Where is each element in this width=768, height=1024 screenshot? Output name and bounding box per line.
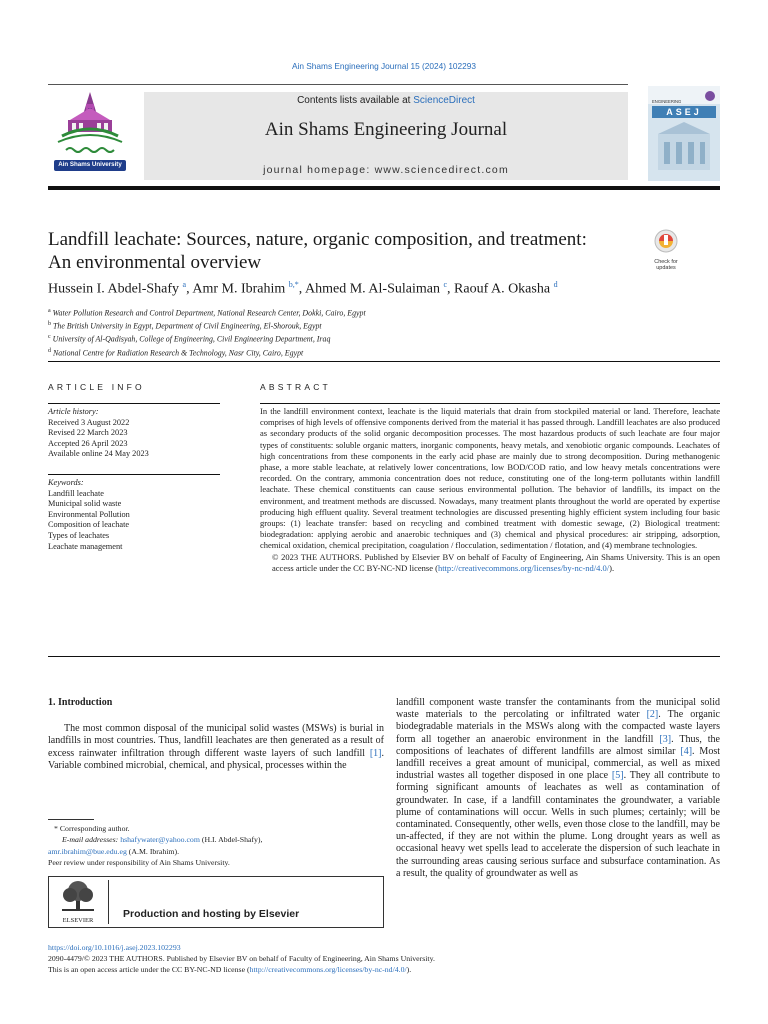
body-column-right: [396, 697, 720, 880]
citation-ref[interactable]: [5]: [611, 770, 624, 782]
contents-availability: [144, 95, 628, 106]
email-owner: (A.M. Ibrahim).: [126, 846, 180, 856]
keyword-item: Landfill leachate: [48, 488, 104, 498]
author-affil-mark[interactable]: c: [443, 280, 448, 289]
body-column-left: [48, 697, 384, 772]
author-name[interactable]: Amr M. Ibrahim: [192, 281, 286, 297]
affiliation-text: Water Pollution Research and Control Department, National Research Center, Dokki, Cairo, Egypt: [52, 308, 366, 318]
author-name[interactable]: Ahmed M. Al-Sulaiman: [305, 281, 440, 297]
license-end: ).: [406, 965, 412, 974]
abstract-rule: [260, 403, 720, 404]
email-line: [48, 846, 384, 857]
article-title: [48, 228, 638, 274]
history-label: Article history:: [48, 407, 99, 416]
license-link[interactable]: http://creativecommons.org/licenses/by-nc-nd/4.0/: [249, 965, 407, 974]
affiliation-text: National Centre for Radiation Research & Technology, Nasr City, Cairo, Egypt: [52, 348, 304, 358]
affiliation-mark: d: [48, 347, 51, 354]
author-affil-mark[interactable]: b,*: [288, 280, 299, 289]
production-label: Production and hosting by Elsevier: [123, 908, 300, 920]
header-rule: [48, 186, 720, 190]
body-text: . Thus, the compositions of leachates of different landfills are almost similar: [396, 733, 720, 757]
abstract-heading: ABSTRACT: [260, 382, 331, 392]
article-info-rule: [48, 403, 220, 404]
production-divider: [108, 880, 109, 924]
footnotes: [48, 823, 384, 869]
body-text: The most common disposal of the municipal solid wastes (MSWs) is burial in landfills in most countries. Thus, landfill leachates are then generated as a result of excess rainwater infiltration through different waste layers of such landfill: [48, 723, 384, 759]
keyword-item: Types of leachates: [48, 530, 110, 540]
copyright-end: ).: [609, 562, 615, 573]
history-item: Accepted 26 April 2023: [48, 438, 128, 448]
check-badge-label: Check for updates: [654, 259, 678, 271]
corresponding-author-note: * Corresponding author.: [54, 824, 130, 833]
cover-label-main: ASEJ: [666, 107, 702, 117]
logo-caption: Ain Shams University: [58, 161, 122, 168]
license-prefix: This is an open access article under the CC BY-NC-ND license (: [48, 965, 250, 974]
affiliations: [48, 306, 366, 359]
elsevier-tree-logo: [54, 879, 102, 924]
keywords-label: Keywords:: [48, 478, 84, 487]
history-item: Available online 24 May 2023: [48, 449, 149, 459]
journal-homepage[interactable]: journal homepage: www.sciencedirect.com: [263, 164, 509, 176]
check-for-updates-badge[interactable]: [648, 229, 684, 269]
peer-review-note: Peer review under responsibility of Ain Shams University.: [48, 858, 230, 868]
affiliation-mark: a: [48, 308, 51, 314]
abstract-body: [260, 406, 720, 574]
copyright-text: © 2023 THE AUTHORS. Published by Elsevier BV on behalf of Faculty of Engineering, Ain Shams University. This is an open access article under the CC BY-NC-ND license (: [272, 551, 720, 573]
title-line-2: An environmental overview: [48, 252, 262, 273]
body-text: . Variable combined microbial, chemical, and physical, processes within the: [48, 747, 384, 771]
citation-ref[interactable]: [3]: [659, 733, 672, 745]
affiliation-item: [48, 332, 366, 345]
body-text: . Most landfill receives a great amount of municipal, commercial, as well as mixed industrial wastes all together disposed in one place: [396, 745, 720, 782]
affiliation-item: [48, 319, 366, 332]
keyword-item: Environmental Pollution: [48, 509, 130, 519]
journal-name: Ain Shams Engineering Journal: [264, 119, 508, 140]
section-rule: [48, 656, 720, 657]
body-text: . The organic biodegradable materials in the MSWs along with the compacted waste layers form all together an anaerobic environment in the landfill: [396, 709, 720, 745]
email-line: [48, 834, 384, 845]
article-history: [48, 407, 149, 460]
issn-line: 2090-4479/© 2023 THE AUTHORS. Published by Elsevier BV on behalf of Faculty of Engineering, Ain Shams University.: [48, 954, 435, 963]
sciencedirect-link[interactable]: ScienceDirect: [413, 95, 475, 106]
section-rule: [48, 361, 720, 362]
affiliation-text: University of Al-Qadisyah, College of Engineering, Civil Engineering Department, Iraq: [52, 335, 331, 345]
journal-cover-thumbnail[interactable]: [648, 86, 720, 181]
header-top-rule: [48, 84, 628, 85]
citation-ref[interactable]: [2]: [646, 709, 659, 721]
email-link[interactable]: hshafywater@yahoo.com: [120, 835, 200, 845]
doi-link[interactable]: https://doi.org/10.1016/j.asej.2023.102293: [48, 943, 181, 952]
citation-ref[interactable]: [1]: [369, 747, 382, 759]
author-name[interactable]: Raouf A. Okasha: [454, 281, 551, 297]
affiliation-item: [48, 306, 366, 319]
body-text: . They all contribute to forming significant amounts of leachates as well as contamination of groundwater. In case, if a landfill contaminates the groundwater, a variable plume of contaminations will occur. Wells in such plumes; certainly; will be contaminated. Consequently, other wells, even those close to the landfill, may be un-affected, if they are not within the plume. Long drought years as well as occasional heavy wet spells lead to accelerate the dispersion of such leachate in the surrounding areas causing serious surface and subsurface contamination. As a result, the quality of groundwater as well as: [396, 770, 720, 879]
elsevier-wordmark: ELSEVIER: [62, 917, 94, 924]
body-paragraph: [48, 723, 384, 772]
article-info-heading: ARTICLE INFO: [48, 382, 145, 392]
affiliation-item: [48, 346, 366, 359]
ain-shams-university-logo: [48, 88, 132, 174]
author-affil-mark[interactable]: a: [182, 280, 187, 289]
body-text: landfill component waste transfer the contaminants from the municipal solid waste materials to the percolating or infiltrated water: [396, 697, 720, 721]
footnote-rule: [48, 819, 94, 820]
email-link[interactable]: amr.ibrahim@bue.edu.eg: [48, 846, 127, 856]
license-line: [48, 964, 435, 975]
keywords: [48, 478, 130, 552]
bottom-license: [48, 942, 435, 975]
history-item: Received 3 August 2022: [48, 417, 130, 427]
affiliation-text: The British University in Egypt, Department of Civil Engineering, El-Shorouk, Egypt: [52, 321, 322, 331]
author-affil-mark[interactable]: d: [553, 280, 558, 289]
contents-prefix: Contents lists available at: [297, 95, 414, 106]
author-name[interactable]: Hussein I. Abdel-Shafy: [48, 281, 180, 297]
cover-label-top: ENGINEERING: [652, 99, 682, 104]
affiliation-mark: c: [48, 334, 51, 341]
keyword-item: Municipal solid waste: [48, 499, 122, 509]
author-list: Hussein I. Abdel-Shafy $^a$, Amr M. Ibrahim $^{b,*}$, Ahmed M. Al-Sulaiman $^c$, Raouf A. Okasha $^d$: [48, 280, 558, 297]
keyword-item: Composition of leachate: [48, 520, 130, 530]
email-label: E-mail addresses:: [62, 835, 121, 845]
affiliation-mark: b: [48, 321, 51, 328]
section-heading: 1. Introduction: [48, 697, 113, 708]
email-owner: (H.I. Abdel-Shafy),: [199, 835, 263, 845]
abstract-text: In the landfill environment context, leachate is the liquid materials that drain from stockpiled material or land. Therefore, leachate comprises of high levels of offensive components derived from the material it has passed through. Landfill leachates are also produced as secondary products of the solid organic decomposition processes. The most hazardous products of such leachate are four major types of constituents: soluble organic matters, inorganic components, heavy metals, and xenobiotic organic compounds. Leachates of high concentrations from these components in the early acid phase are mainly due to strong decomposition. During methanogenic phase, a more stable leachate, at relatively lower concentrations, low BOD/COD ratio, and low heavy metals concentrations were recorded. On the contrary, ammonia concentration does not reduce, constituting one of the long-term pollutants within landfill leachate. These chemical constituents can cause serious environmental pollution. The behavior of landfills, its impact on the environment, and treatment methods are discussed. Nowadays, many treatment plants throughout the world are operated by expertise producing high effluent quality. Several treatment technologies are discussed presenting highly efficient system including four basic groups: (1) leachate transfer: based on recycling and combined treatment with domestic sewage, (2) Biological treatment: biodegradation: applying aerobic and anaerobic techniques and (3) chemical and physical procedures: air stripping, adsorption, chemical oxidation, chemical precipitation, coagulation / flocculation, sedimentation / flotation, and (4) membrane technologies.: [260, 406, 720, 551]
keyword-item: Leachate management: [48, 541, 123, 551]
history-item: Revised 22 March 2023: [48, 428, 128, 438]
license-link[interactable]: http://creativecommons.org/licenses/by-nc-nd/4.0/: [437, 562, 610, 573]
keywords-rule: [48, 474, 220, 475]
journal-citation-link[interactable]: Ain Shams Engineering Journal 15 (2024) 102293: [291, 61, 477, 71]
abstract-copyright: [260, 552, 720, 574]
title-line-1: Landfill leachate: Sources, nature, organic composition, and treatment:: [48, 229, 587, 250]
citation-ref[interactable]: [4]: [680, 745, 693, 757]
